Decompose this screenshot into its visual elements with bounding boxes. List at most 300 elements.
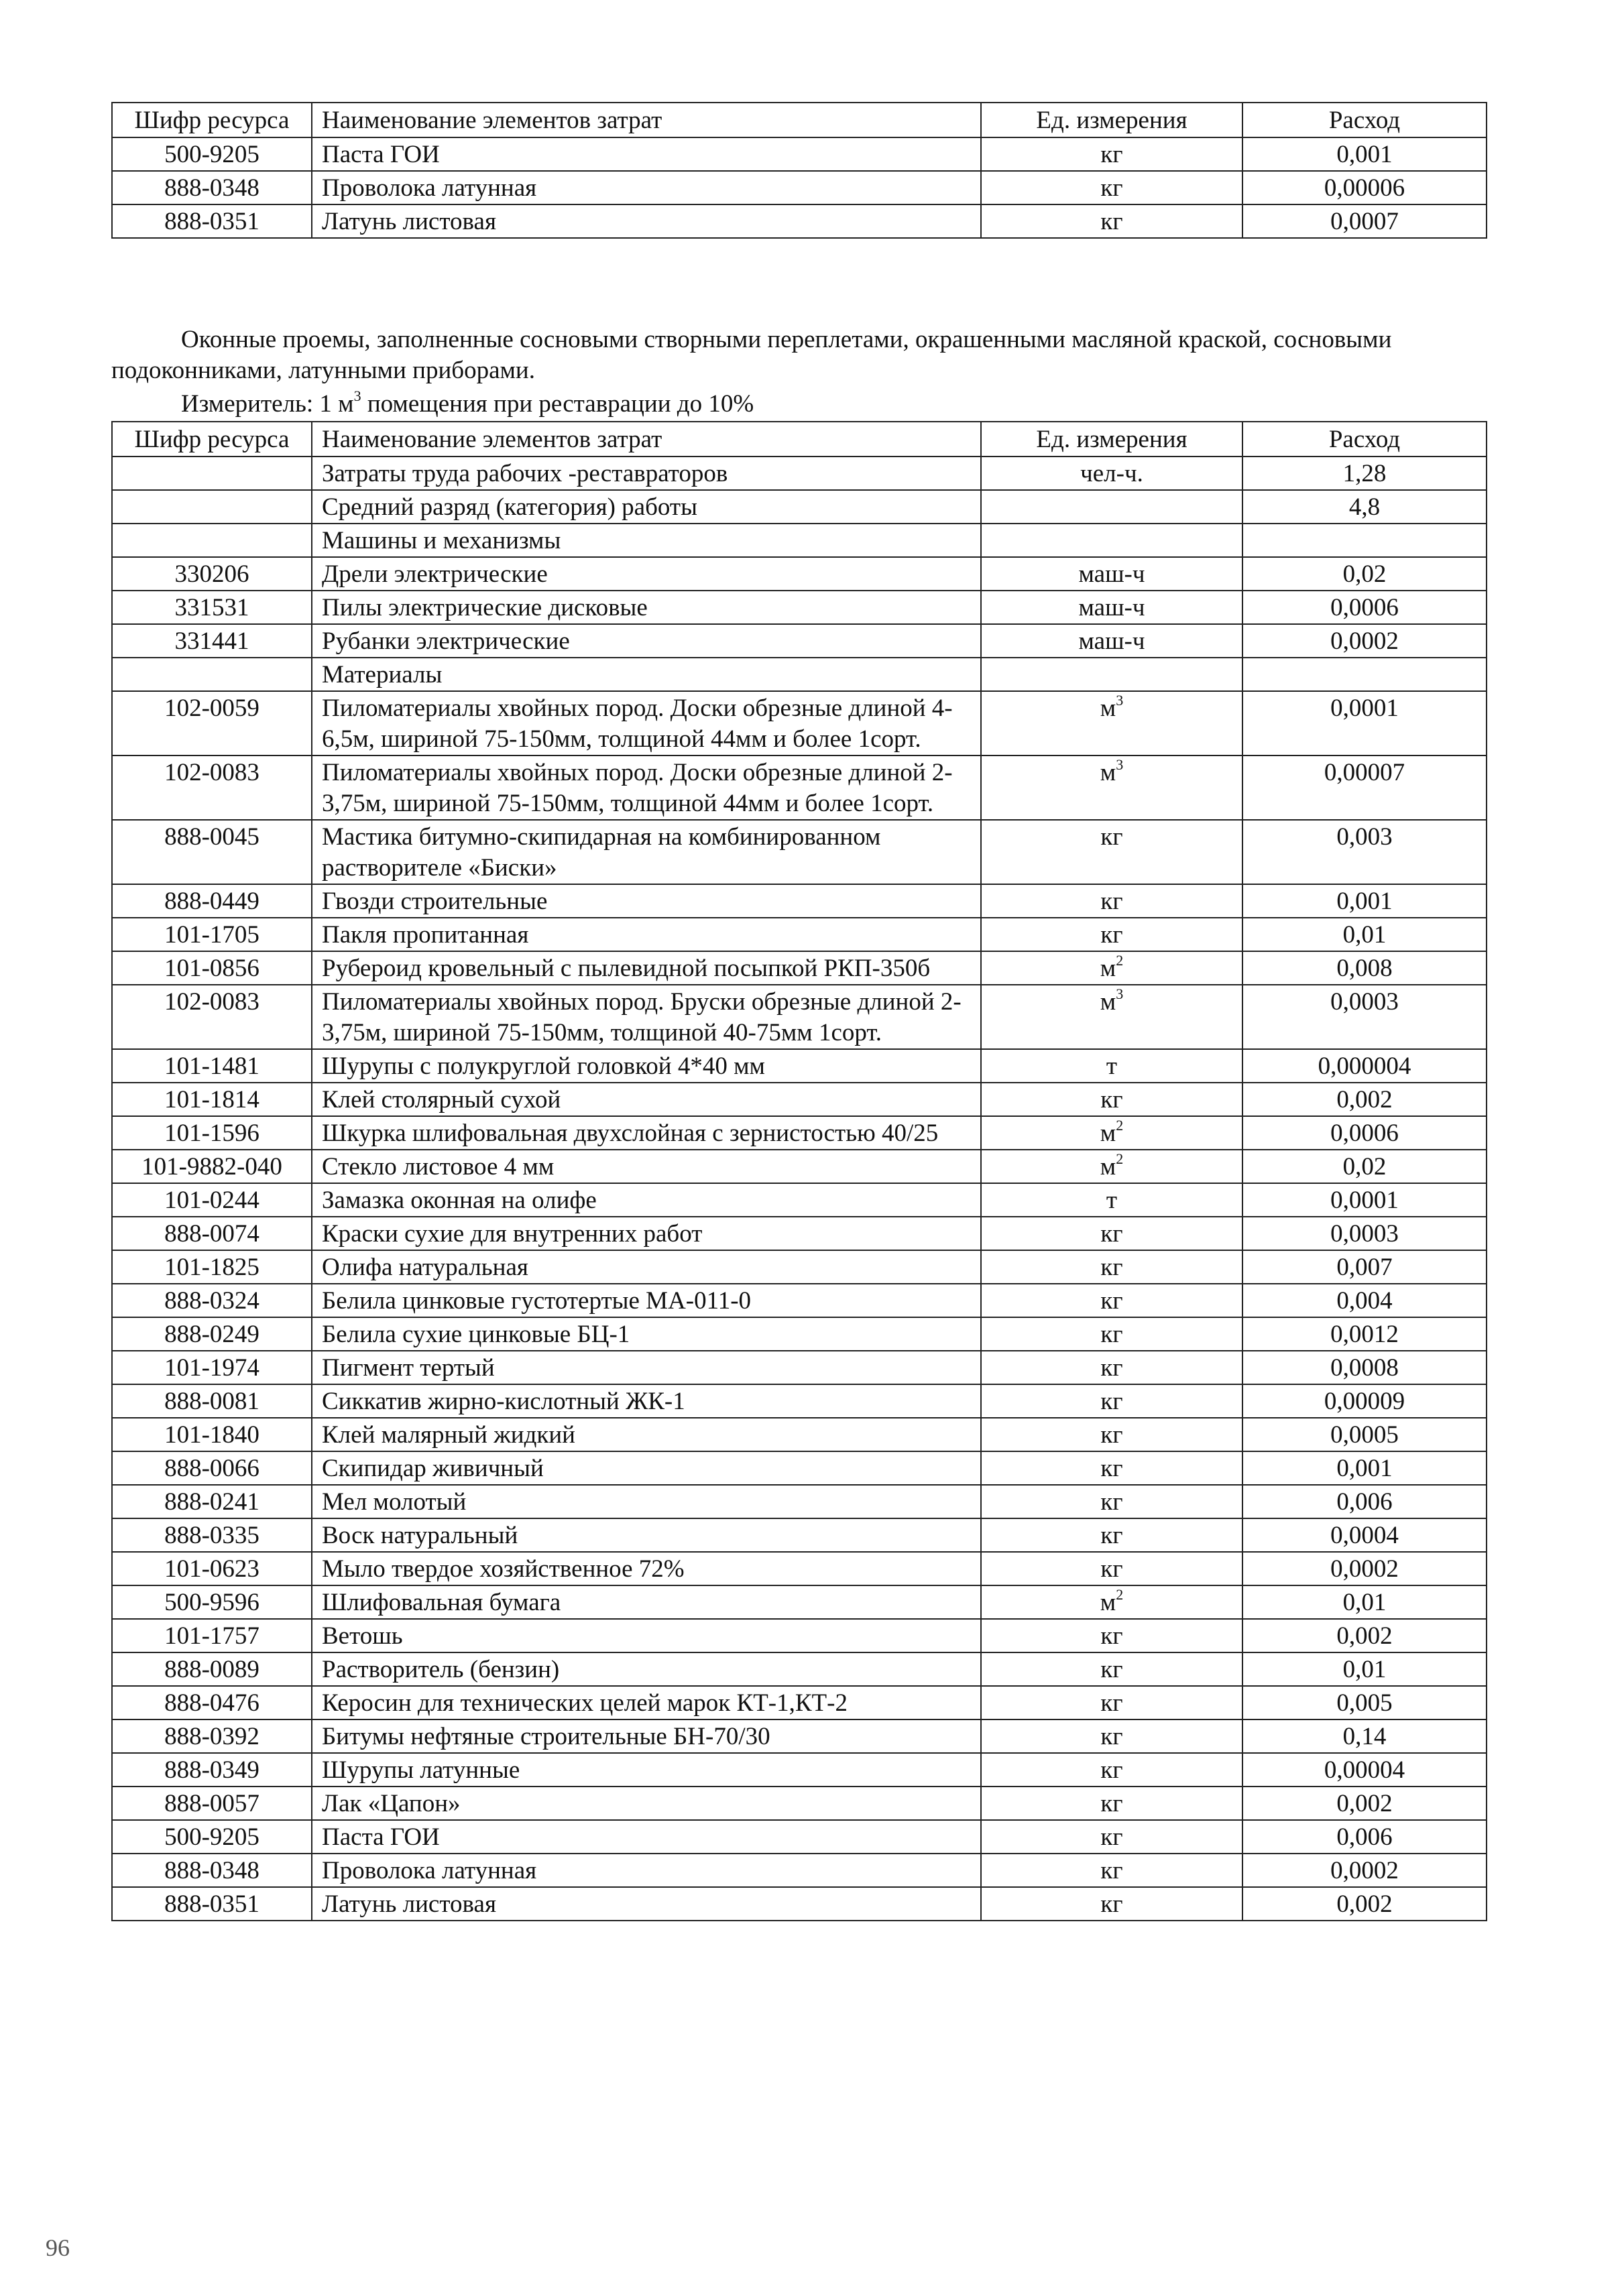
cell-unit	[981, 1317, 1242, 1351]
cell-name	[312, 1418, 981, 1451]
table-header-row	[112, 422, 1487, 457]
cell-amount-text: 0,02	[1342, 560, 1387, 588]
cell-amount-text: 0,002	[1336, 1890, 1393, 1918]
cell-name	[312, 951, 981, 985]
cell-code-text: 888-0335	[164, 1522, 259, 1549]
cell-unit-text: кг	[1100, 888, 1123, 915]
cell-code-text: 102-0083	[164, 988, 259, 1016]
cell-unit-text: м	[1100, 1153, 1116, 1181]
cell-amount-text: 0,006	[1336, 1823, 1393, 1851]
cell-amount	[1242, 1418, 1487, 1451]
cell-amount-text: 0,0003	[1330, 988, 1399, 1016]
cell-code	[112, 624, 312, 658]
cell-amount-text: 0,002	[1336, 1790, 1393, 1817]
cell-code	[112, 1317, 312, 1351]
cell-amount	[1242, 557, 1487, 591]
cell-code-text: 101-1974	[164, 1354, 259, 1382]
cell-code-text: 102-0083	[164, 759, 259, 786]
measure-superscript: 3	[353, 387, 361, 404]
cell-unit	[981, 1250, 1242, 1284]
cell-amount	[1242, 1485, 1487, 1518]
header-unit: Ед. измерения	[981, 103, 1242, 137]
cell-unit	[981, 985, 1242, 1049]
cell-unit-text: кг	[1100, 1790, 1123, 1817]
cell-unit-text: кг	[1100, 1455, 1123, 1482]
cell-code-text: 888-0081	[164, 1388, 259, 1415]
cell-unit-text: кг	[1100, 174, 1123, 202]
cell-unit-text: т	[1106, 1187, 1118, 1214]
cell-unit-text: кг	[1100, 1421, 1123, 1449]
cell-name	[312, 658, 981, 691]
cell-name-text: Шлифовальная бумага	[322, 1589, 561, 1616]
table-row	[112, 820, 1487, 884]
cell-code	[112, 1451, 312, 1485]
table-row	[112, 1083, 1487, 1116]
cell-code	[112, 1351, 312, 1384]
cell-unit	[981, 1351, 1242, 1384]
cell-amount-text: 0,0002	[1330, 627, 1399, 655]
table-row	[112, 1652, 1487, 1686]
cell-name-text: Пигмент тертый	[322, 1354, 495, 1382]
cell-code	[112, 1083, 312, 1116]
cell-unit-text: чел-ч.	[1080, 460, 1143, 487]
cell-name	[312, 1552, 981, 1585]
cell-name-text: Пилы электрические дисковые	[322, 594, 648, 621]
cell-name-text: Затраты труда рабочих -реставраторов	[322, 460, 728, 487]
cell-code-text: 888-0241	[164, 1488, 259, 1516]
cell-code-text: 500-9596	[164, 1589, 259, 1616]
cell-code	[112, 1854, 312, 1887]
table-row	[112, 691, 1487, 756]
cell-amount	[1242, 591, 1487, 624]
table-row	[112, 1284, 1487, 1317]
cell-unit	[981, 1854, 1242, 1887]
cell-amount-text: 0,00007	[1324, 759, 1405, 786]
unit-superscript: 3	[1116, 985, 1124, 1002]
cell-unit-text: м	[1100, 988, 1116, 1016]
cell-amount-text: 0,00004	[1324, 1756, 1405, 1784]
cell-amount	[1242, 1652, 1487, 1686]
header-code: Шифр ресурса	[112, 422, 312, 457]
cell-code-text: 888-0348	[164, 1857, 259, 1884]
unit-superscript: 3	[1116, 756, 1124, 773]
cell-unit	[981, 171, 1242, 204]
cell-name-text: Материалы	[322, 661, 443, 688]
cell-unit	[981, 1217, 1242, 1250]
cell-unit	[981, 1116, 1242, 1150]
cell-name	[312, 204, 981, 238]
table-row	[112, 171, 1487, 204]
cell-amount	[1242, 1552, 1487, 1585]
cell-unit	[981, 1183, 1242, 1217]
cell-name-text: Паста ГОИ	[322, 1823, 440, 1851]
table-row	[112, 204, 1487, 238]
cell-name-text: Скипидар живичный	[322, 1455, 544, 1482]
cell-code	[112, 1150, 312, 1183]
cell-amount	[1242, 1820, 1487, 1854]
cell-name	[312, 1150, 981, 1183]
header-amount: Расход	[1242, 103, 1487, 137]
cell-amount	[1242, 1351, 1487, 1384]
unit-superscript: 2	[1116, 1586, 1124, 1603]
cell-unit	[981, 756, 1242, 820]
table-row	[112, 1183, 1487, 1217]
cell-amount-text: 0,006	[1336, 1488, 1393, 1516]
cell-unit	[981, 820, 1242, 884]
table-row	[112, 1485, 1487, 1518]
cell-name	[312, 1887, 981, 1921]
cell-code-text: 101-1481	[164, 1052, 259, 1080]
cell-amount	[1242, 1116, 1487, 1150]
cell-unit-text: т	[1106, 1052, 1118, 1080]
cell-amount	[1242, 1518, 1487, 1552]
cell-amount-text: 0,0012	[1330, 1321, 1399, 1348]
cell-unit-text: кг	[1100, 1756, 1123, 1784]
cell-unit-text: кг	[1100, 1220, 1123, 1248]
cell-name	[312, 985, 981, 1049]
cell-code-text: 101-0856	[164, 955, 259, 982]
cell-code	[112, 1787, 312, 1820]
cell-amount	[1242, 1250, 1487, 1284]
cell-unit	[981, 1384, 1242, 1418]
cell-unit-text: кг	[1100, 1656, 1123, 1683]
cell-code-text: 888-0324	[164, 1287, 259, 1315]
cell-amount	[1242, 884, 1487, 918]
cell-code	[112, 756, 312, 820]
cell-name-text: Пиломатериалы хвойных пород. Доски обрезные длиной 4-6,5м, шириной 75-150мм, толщиной 44мм и более 1сорт.	[322, 694, 953, 753]
cell-code-text: 330206	[174, 560, 249, 588]
cell-name	[312, 457, 981, 490]
cell-amount-text: 0,007	[1336, 1254, 1393, 1281]
cell-name	[312, 1787, 981, 1820]
cell-code	[112, 1418, 312, 1451]
table-header-row	[112, 103, 1487, 137]
cell-code-text: 101-1814	[164, 1086, 259, 1113]
table-row	[112, 658, 1487, 691]
unit-superscript: 3	[1116, 692, 1124, 709]
cell-unit-text: кг	[1100, 1522, 1123, 1549]
cell-unit-text: кг	[1100, 208, 1123, 235]
cell-code	[112, 1686, 312, 1719]
cell-amount-text: 0,14	[1342, 1723, 1387, 1750]
cell-unit	[981, 1284, 1242, 1317]
cell-unit-text: м	[1100, 955, 1116, 982]
cell-name-text: Клей столярный сухой	[322, 1086, 561, 1113]
cell-code-text: 888-0349	[164, 1756, 259, 1784]
measure-text-after: помещения при реставрации до 10%	[361, 390, 754, 418]
table-row	[112, 1217, 1487, 1250]
cell-amount-text: 0,004	[1336, 1287, 1393, 1315]
cell-amount-text: 0,0007	[1330, 208, 1399, 235]
cell-code-text: 888-0476	[164, 1689, 259, 1717]
cell-amount-text: 0,0006	[1330, 1120, 1399, 1147]
cell-code-text: 888-0074	[164, 1220, 259, 1248]
cell-unit	[981, 204, 1242, 238]
cell-code	[112, 1485, 312, 1518]
cell-name-text: Стекло листовое 4 мм	[322, 1153, 555, 1181]
table-row	[112, 1585, 1487, 1619]
table-row	[112, 1150, 1487, 1183]
cell-amount-text: 0,0003	[1330, 1220, 1399, 1248]
cell-code-text: 888-0045	[164, 823, 259, 851]
cell-amount	[1242, 1619, 1487, 1652]
table-row	[112, 1384, 1487, 1418]
cell-unit	[981, 691, 1242, 756]
cell-amount-text: 0,02	[1342, 1153, 1387, 1181]
cell-code	[112, 171, 312, 204]
cell-name-text: Олифа натуральная	[322, 1254, 528, 1281]
cell-amount	[1242, 1451, 1487, 1485]
cell-amount	[1242, 1083, 1487, 1116]
table-row	[112, 1686, 1487, 1719]
cell-name	[312, 591, 981, 624]
cell-name-text: Мастика битумно-скипидарная на комбинированном растворителе «Биски»	[322, 823, 881, 882]
cell-amount-text: 0,003	[1336, 823, 1393, 851]
cell-name	[312, 1116, 981, 1150]
cell-code	[112, 1049, 312, 1083]
table-row	[112, 1418, 1487, 1451]
cell-amount-text: 0,001	[1336, 1455, 1393, 1482]
cell-amount	[1242, 985, 1487, 1049]
cell-name	[312, 1351, 981, 1384]
cell-code	[112, 1552, 312, 1585]
cell-unit-text: м	[1100, 1120, 1116, 1147]
cell-name	[312, 1317, 981, 1351]
cell-amount-text: 0,001	[1336, 888, 1393, 915]
cell-code	[112, 557, 312, 591]
cell-name	[312, 1686, 981, 1719]
cell-unit-text: кг	[1100, 141, 1123, 168]
cell-amount-text: 0,0006	[1330, 594, 1399, 621]
cell-unit	[981, 490, 1242, 524]
cell-code-text: 101-1840	[164, 1421, 259, 1449]
cell-name	[312, 756, 981, 820]
cell-amount-text: 0,005	[1336, 1689, 1393, 1717]
cell-amount-text: 1,28	[1342, 460, 1387, 487]
cell-name-text: Проволока латунная	[322, 1857, 537, 1884]
cell-unit-text: м	[1100, 694, 1116, 722]
cell-name	[312, 1820, 981, 1854]
cell-amount-text: 0,0002	[1330, 1857, 1399, 1884]
cell-code-text: 102-0059	[164, 694, 259, 722]
cell-name	[312, 918, 981, 951]
cell-name	[312, 1753, 981, 1787]
cell-name	[312, 1518, 981, 1552]
cell-amount-text: 0,002	[1336, 1622, 1393, 1650]
table-row	[112, 1049, 1487, 1083]
header-name: Наименование элементов затрат	[312, 103, 981, 137]
cell-code	[112, 1719, 312, 1753]
cell-unit-text: кг	[1100, 1388, 1123, 1415]
cell-amount-text: 0,002	[1336, 1086, 1393, 1113]
cell-unit-text: кг	[1100, 1622, 1123, 1650]
cell-code	[112, 1887, 312, 1921]
cell-unit	[981, 1753, 1242, 1787]
cell-code	[112, 1217, 312, 1250]
cell-code-text: 500-9205	[164, 141, 259, 168]
cell-name-text: Шурупы латунные	[322, 1756, 520, 1784]
cell-code-text: 101-1825	[164, 1254, 259, 1281]
header-amount: Расход	[1242, 422, 1487, 457]
cell-unit	[981, 884, 1242, 918]
cell-name-text: Пиломатериалы хвойных пород. Доски обрезные длиной 2-3,75м, шириной 75-150мм, толщиной 44мм и более 1сорт.	[322, 759, 953, 817]
cell-code	[112, 591, 312, 624]
table-row	[112, 557, 1487, 591]
cell-name-text: Битумы нефтяные строительные БН-70/30	[322, 1723, 770, 1750]
table-row	[112, 137, 1487, 171]
cell-amount	[1242, 171, 1487, 204]
cell-name-text: Белила цинковые густотертые МА-011-0	[322, 1287, 752, 1315]
cell-amount-text: 0,0004	[1330, 1522, 1399, 1549]
cell-amount-text: 0,008	[1336, 955, 1393, 982]
cell-code	[112, 137, 312, 171]
cell-name	[312, 490, 981, 524]
cell-unit	[981, 1485, 1242, 1518]
cell-unit-text: кг	[1100, 921, 1123, 949]
header-code: Шифр ресурса	[112, 103, 312, 137]
table-row	[112, 1719, 1487, 1753]
table-row	[112, 457, 1487, 490]
cell-code	[112, 204, 312, 238]
cell-amount	[1242, 1719, 1487, 1753]
cell-name-text: Пиломатериалы хвойных пород. Бруски обрезные длиной 2-3,75м, шириной 75-150мм, толщиной 40-75мм 1сорт.	[322, 988, 962, 1046]
cell-unit-text: кг	[1100, 1890, 1123, 1918]
cell-unit-text: кг	[1100, 1354, 1123, 1382]
cell-unit-text: м	[1100, 1589, 1116, 1616]
cell-amount-text: 0,0001	[1330, 694, 1399, 722]
cell-code	[112, 1619, 312, 1652]
cell-code-text: 888-0066	[164, 1455, 259, 1482]
cell-code-text: 331531	[174, 594, 249, 621]
cell-amount-text: 0,000004	[1318, 1052, 1411, 1080]
cell-name	[312, 524, 981, 557]
cell-amount	[1242, 756, 1487, 820]
cell-unit-text: кг	[1100, 1723, 1123, 1750]
cell-code-text: 101-1705	[164, 921, 259, 949]
measure-text-before: Измеритель: 1 м	[181, 390, 354, 418]
cell-unit-text: кг	[1100, 1689, 1123, 1717]
cell-code-text: 101-9882-040	[141, 1153, 282, 1181]
cell-unit-text: маш-ч	[1078, 560, 1145, 588]
cell-amount	[1242, 624, 1487, 658]
cell-name-text: Растворитель (бензин)	[322, 1656, 560, 1683]
cell-amount	[1242, 490, 1487, 524]
cell-unit	[981, 1552, 1242, 1585]
table-row	[112, 490, 1487, 524]
cell-unit-text: маш-ч	[1078, 627, 1145, 655]
table-row	[112, 1518, 1487, 1552]
cell-code	[112, 1183, 312, 1217]
table-row	[112, 1451, 1487, 1485]
cell-amount-text: 0,00006	[1324, 174, 1405, 202]
cell-unit	[981, 1787, 1242, 1820]
cell-name	[312, 137, 981, 171]
cell-amount	[1242, 1686, 1487, 1719]
cell-name	[312, 1049, 981, 1083]
cell-amount	[1242, 1585, 1487, 1619]
cell-unit-text: кг	[1100, 1857, 1123, 1884]
table-row	[112, 591, 1487, 624]
cell-name-text: Воск натуральный	[322, 1522, 518, 1549]
cell-name	[312, 1250, 981, 1284]
cell-unit-text: м	[1100, 759, 1116, 786]
table-row	[112, 524, 1487, 557]
cell-name	[312, 1719, 981, 1753]
cell-name-text: Керосин для технических целей марок КТ-1,КТ-2	[322, 1689, 848, 1717]
cell-name	[312, 1585, 981, 1619]
cell-unit	[981, 1451, 1242, 1485]
cell-amount-text: 0,01	[1342, 921, 1387, 949]
cell-code	[112, 1585, 312, 1619]
cell-name	[312, 820, 981, 884]
table-row	[112, 1854, 1487, 1887]
header-name: Наименование элементов затрат	[312, 422, 981, 457]
cell-unit	[981, 1585, 1242, 1619]
cell-code-text: 888-0057	[164, 1790, 259, 1817]
cell-amount	[1242, 918, 1487, 951]
table-row	[112, 1351, 1487, 1384]
table-row	[112, 1753, 1487, 1787]
section-description: Оконные проемы, заполненные сосновыми створными переплетами, окрашенными масляной краской, сосновыми подоконниками, латунными приборами.	[111, 326, 1392, 384]
cell-name-text: Рубероид кровельный с пылевидной посыпкой РКП-350б	[322, 955, 931, 982]
table-row	[112, 1552, 1487, 1585]
cell-name	[312, 557, 981, 591]
cell-amount	[1242, 658, 1487, 691]
cell-code	[112, 457, 312, 490]
cell-code	[112, 1518, 312, 1552]
cell-unit	[981, 1619, 1242, 1652]
cell-amount	[1242, 1854, 1487, 1887]
table-row	[112, 624, 1487, 658]
cell-name-text: Латунь листовая	[322, 208, 496, 235]
cell-code-text: 888-0089	[164, 1656, 259, 1683]
cell-amount	[1242, 1049, 1487, 1083]
table-row	[112, 756, 1487, 820]
cell-amount	[1242, 1217, 1487, 1250]
unit-superscript: 2	[1116, 952, 1124, 969]
cell-code	[112, 1250, 312, 1284]
cell-unit-text: маш-ч	[1078, 594, 1145, 621]
cell-code-text: 888-0348	[164, 174, 259, 202]
table-row	[112, 1250, 1487, 1284]
cell-name-text: Мыло твердое хозяйственное 72%	[322, 1555, 685, 1583]
table-row	[112, 1820, 1487, 1854]
page-number: 96	[46, 2234, 70, 2261]
cell-name-text: Клей малярный жидкий	[322, 1421, 575, 1449]
cell-code	[112, 1384, 312, 1418]
cell-unit	[981, 1083, 1242, 1116]
cell-code	[112, 524, 312, 557]
cell-name-text: Ветошь	[322, 1622, 403, 1650]
header-unit: Ед. измерения	[981, 422, 1242, 457]
cell-amount	[1242, 457, 1487, 490]
table-row	[112, 918, 1487, 951]
cell-name	[312, 1083, 981, 1116]
cell-unit	[981, 951, 1242, 985]
cell-amount-text: 0,01	[1342, 1589, 1387, 1616]
cell-unit-text: кг	[1100, 1555, 1123, 1583]
cell-amount	[1242, 1384, 1487, 1418]
cell-unit	[981, 918, 1242, 951]
cell-name-text: Краски сухие для внутренних работ	[322, 1220, 703, 1248]
unit-superscript: 2	[1116, 1117, 1124, 1134]
cell-amount	[1242, 1150, 1487, 1183]
cell-amount	[1242, 204, 1487, 238]
cell-name	[312, 1284, 981, 1317]
cell-code-text: 500-9205	[164, 1823, 259, 1851]
cell-code	[112, 691, 312, 756]
cell-unit	[981, 137, 1242, 171]
